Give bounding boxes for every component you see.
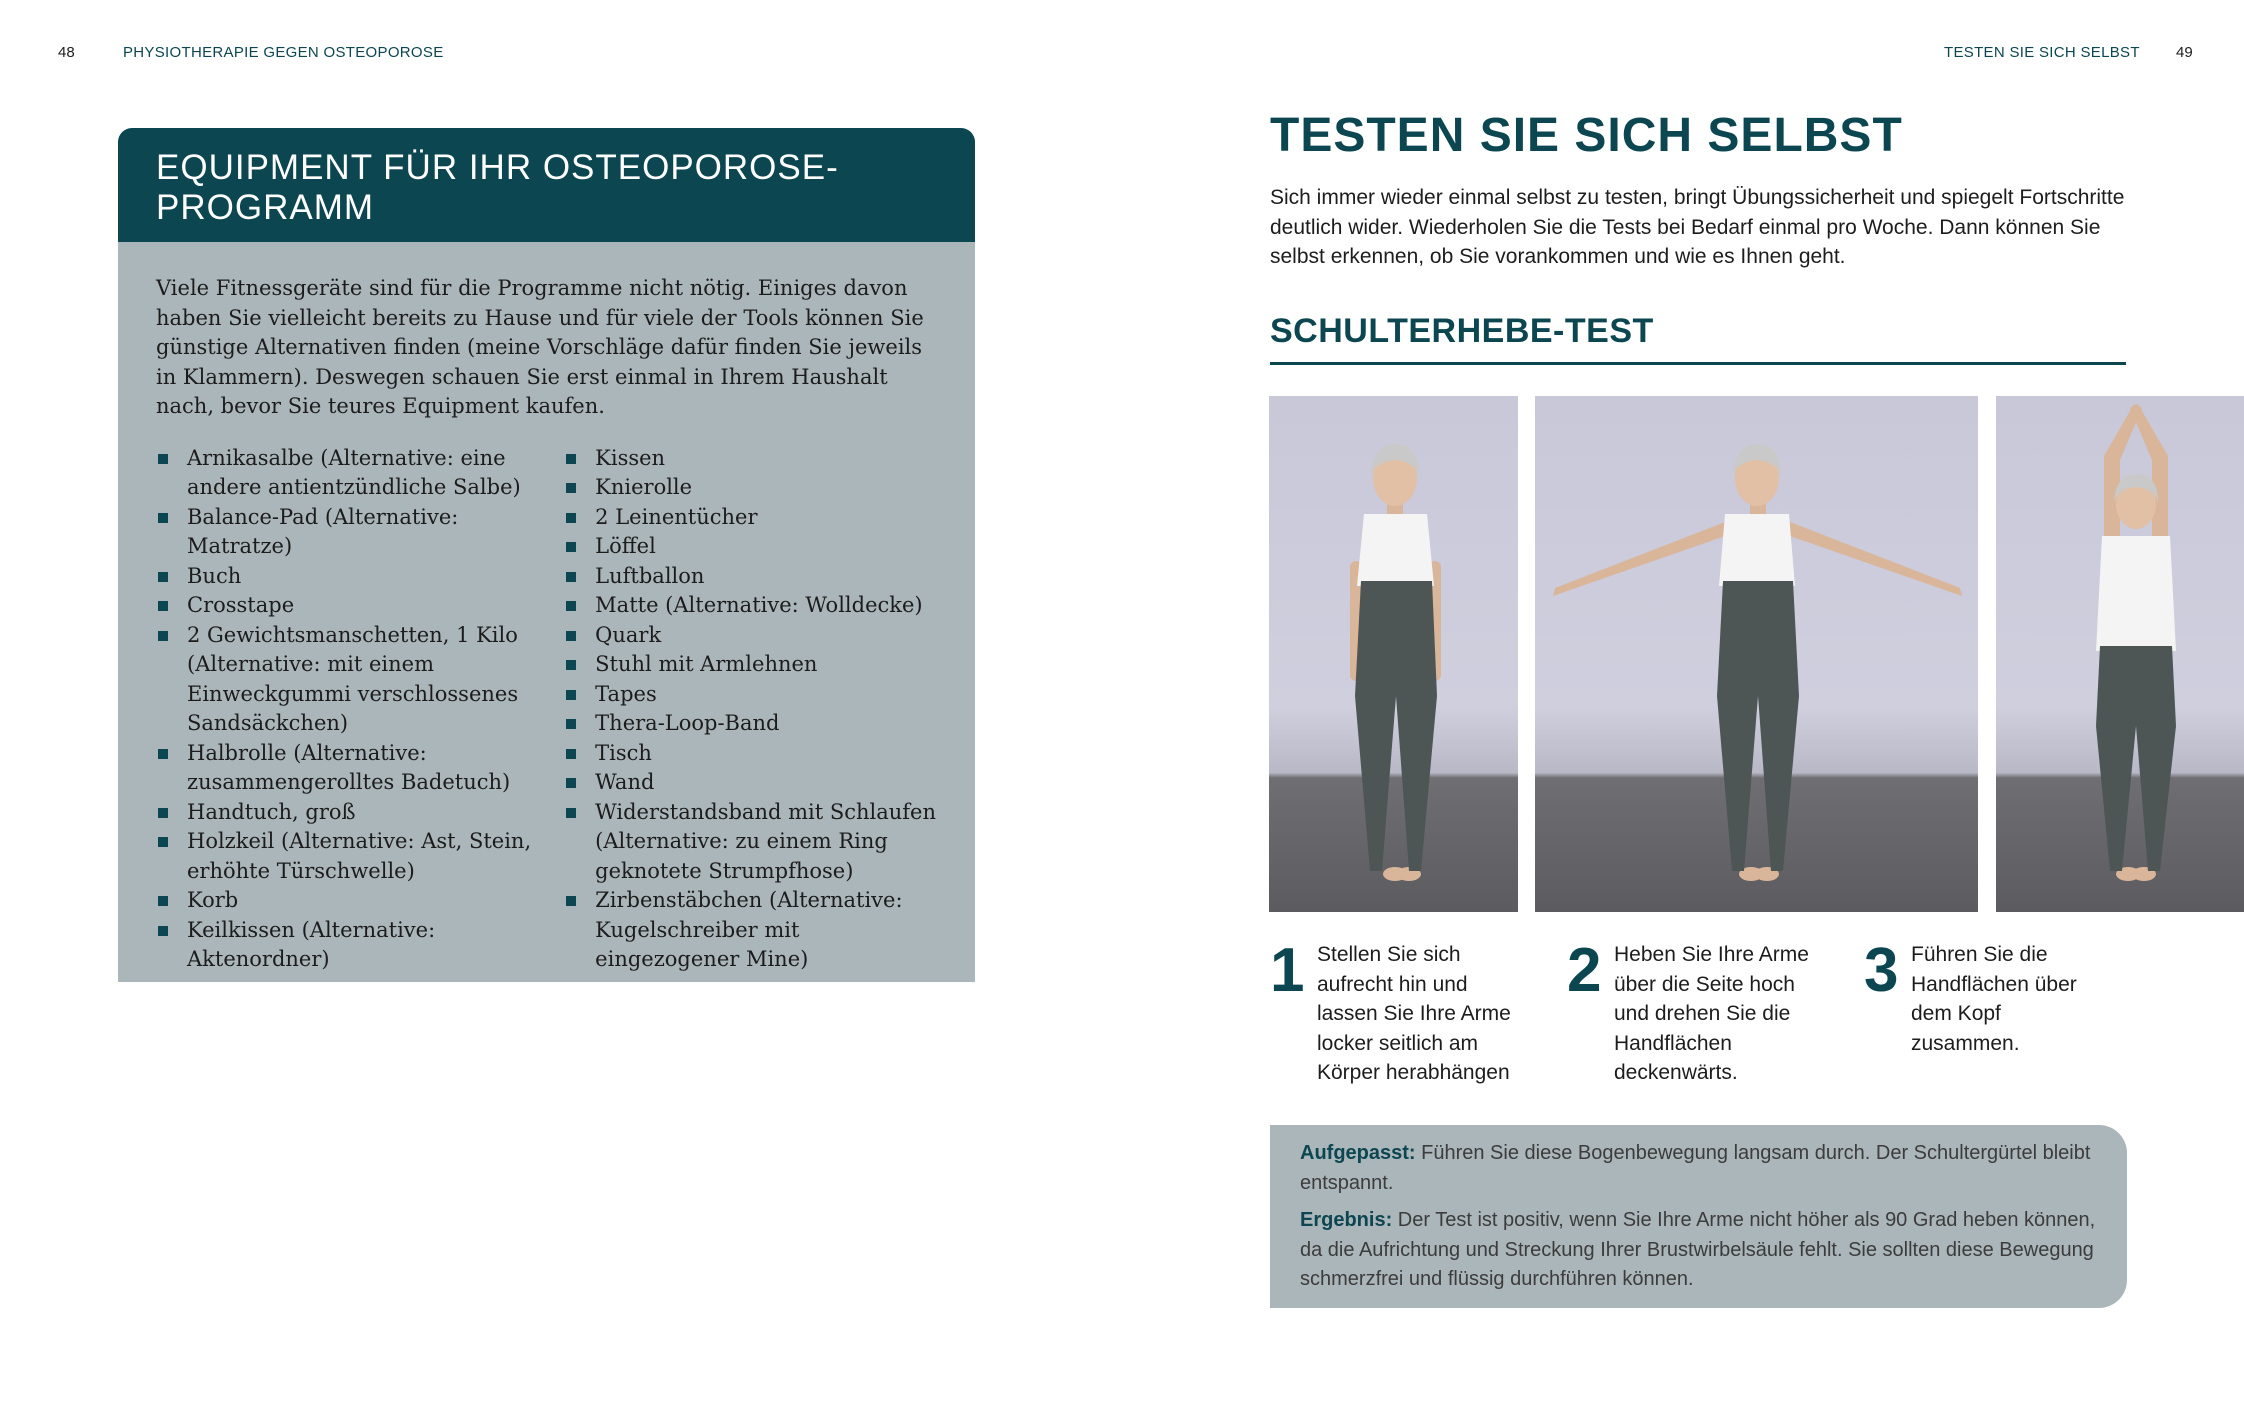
equipment-item xyxy=(156,916,564,975)
equipment-item-text: Matte (Alternative: Wolldecke) xyxy=(595,593,923,617)
equipment-box-title xyxy=(118,128,975,242)
photo-step-3 xyxy=(1996,396,2244,912)
equipment-item-text: Tisch xyxy=(595,740,652,765)
equipment-item-text: Widerstandsband mit Schlaufen (Alternative: zu einem Ring geknotete Strumpfhose) xyxy=(595,799,937,883)
equipment-item-text: Korb xyxy=(187,888,239,912)
equipment-item xyxy=(156,798,564,828)
equipment-item xyxy=(156,739,564,798)
step-1-number: 1 xyxy=(1270,936,1305,1005)
equipment-item-text: Arnikasalbe (Alternative: eine andere antientzündliche Salbe) xyxy=(187,445,521,499)
equipment-item xyxy=(564,444,945,474)
bullet-square-icon xyxy=(566,749,576,759)
step-1-text: Stellen Sie sich aufrecht hin und lassen Sie Ihre Arme locker seitlich am Körper herabhängen xyxy=(1317,943,1511,1084)
note-caution xyxy=(1300,1139,2097,1198)
equipment-item xyxy=(156,444,564,503)
bullet-square-icon xyxy=(566,513,576,523)
equipment-item xyxy=(564,621,945,651)
photo-step-2 xyxy=(1535,396,1978,912)
bullet-square-icon xyxy=(158,749,168,759)
equipment-item xyxy=(564,739,945,769)
lead-paragraph: Sich immer wieder einmal selbst zu testen, bringt Übungssicherheit und spiegelt Fortschritte deutlich wider. Wiederholen Sie die Tests bei Bedarf einmal pro Woche. Dann können Sie selbst erkennen, ob Sie vorankommen und wie es Ihnen geht. xyxy=(1270,186,2125,268)
equipment-item xyxy=(564,709,945,739)
page-number-left: 48 xyxy=(58,44,75,61)
running-head-left: PHYSIOTHERAPIE GEGEN OSTEOPOROSE xyxy=(123,44,444,61)
equipment-item xyxy=(156,562,564,592)
equipment-item xyxy=(156,591,564,621)
note-caution-text: Führen Sie diese Bogenbewegung langsam durch. Der Schultergürtel bleibt entspannt. xyxy=(1300,1142,2091,1194)
step-3-text: Führen Sie die Handflächen über dem Kopf zusammen. xyxy=(1911,943,2077,1055)
equipment-item-text: 2 Leinentücher xyxy=(595,504,758,529)
bullet-square-icon xyxy=(158,513,168,523)
equipment-intro: Viele Fitnessgeräte sind für die Programme nicht nötig. Einiges davon haben Sie vielleicht bereits zu Hause und für viele der Tools können Sie günstige Alternativen finden (meine Vorschläge dafür finden Sie jeweils in Klammern). Deswegen schauen Sie erst einmal in Ihrem Haushalt nach, bevor Sie teures Equipment kaufen. xyxy=(156,276,924,418)
equipment-item xyxy=(564,886,945,975)
bullet-square-icon xyxy=(158,837,168,847)
bullet-square-icon xyxy=(158,454,168,464)
equipment-item-text: Kissen xyxy=(595,445,666,470)
equipment-item xyxy=(564,768,945,798)
step-3-number: 3 xyxy=(1864,936,1899,1005)
equipment-item xyxy=(564,798,945,887)
equipment-box xyxy=(118,128,975,982)
equipment-item xyxy=(156,621,564,739)
equipment-item-text: Knierolle xyxy=(595,475,693,499)
equipment-item-text: Halbrolle (Alternative: zusammengerolltes Badetuch) xyxy=(187,740,511,794)
equipment-item-text: Balance-Pad (Alternative: Matratze) xyxy=(187,504,459,558)
equipment-item xyxy=(564,473,945,503)
equipment-item xyxy=(564,532,945,562)
bullet-square-icon xyxy=(566,454,576,464)
bullet-square-icon xyxy=(566,808,576,818)
equipment-box-body xyxy=(118,242,975,982)
equipment-item xyxy=(156,503,564,562)
running-head-right: TESTEN SIE SICH SELBST xyxy=(1944,44,2140,61)
bullet-square-icon xyxy=(158,572,168,582)
bullet-square-icon xyxy=(158,631,168,641)
page-title: TESTEN SIE SICH SELBST xyxy=(1270,109,1903,162)
equipment-item xyxy=(564,591,945,621)
equipment-item xyxy=(156,886,564,916)
page-number-right: 49 xyxy=(2176,44,2193,61)
equipment-item-text: Tapes xyxy=(595,681,657,706)
step-2-text: Heben Sie Ihre Arme über die Seite hoch und drehen Sie die Handflächen deckenwärts. xyxy=(1614,943,1809,1084)
bullet-square-icon xyxy=(158,896,168,906)
bullet-square-icon xyxy=(566,778,576,788)
equipment-item-text: Keilkissen (Alternative: Aktenordner) xyxy=(187,917,436,971)
equipment-item-text: Handtuch, groß xyxy=(187,799,356,824)
equipment-item xyxy=(156,827,564,886)
step-2-number: 2 xyxy=(1567,936,1602,1005)
bullet-square-icon xyxy=(566,631,576,641)
bullet-square-icon xyxy=(158,926,168,936)
equipment-item xyxy=(564,562,945,592)
note-caution-label: Aufgepasst: xyxy=(1300,1142,1416,1164)
note-result-label: Ergebnis: xyxy=(1300,1209,1393,1231)
equipment-item-text: Wand xyxy=(595,770,655,794)
bullet-square-icon xyxy=(566,660,576,670)
equipment-item-text: 2 Gewichtsmanschetten, 1 Kilo (Alternative: mit einem Einweckgummi verschlossenes Sandsäckchen) xyxy=(187,622,519,735)
note-box xyxy=(1270,1125,2127,1308)
equipment-list-col1 xyxy=(156,444,564,975)
note-result xyxy=(1300,1206,2097,1295)
bullet-square-icon xyxy=(566,572,576,582)
equipment-item-text: Löffel xyxy=(595,534,656,558)
section-title: SCHULTERHEBE-TEST xyxy=(1270,312,1654,350)
bullet-square-icon xyxy=(566,601,576,611)
bullet-square-icon xyxy=(566,719,576,729)
bullet-square-icon xyxy=(566,896,576,906)
bullet-square-icon xyxy=(566,483,576,493)
note-result-text: Der Test ist positiv, wenn Sie Ihre Arme nicht höher als 90 Grad heben können, da die Aufrichtung und Streckung Ihrer Brustwirbelsäule fehlt. Sie sollten diese Bewegung schmerzfrei und flüssig durchführen können. xyxy=(1300,1209,2096,1290)
equipment-list-col2 xyxy=(564,444,945,975)
bullet-square-icon xyxy=(566,542,576,552)
equipment-item-text: Holzkeil (Alternative: Ast, Stein, erhöhte Türschwelle) xyxy=(187,829,532,883)
equipment-title-line2: PROGRAMM xyxy=(156,188,374,227)
bullet-square-icon xyxy=(566,690,576,700)
equipment-item-text: Quark xyxy=(595,622,662,647)
equipment-item xyxy=(564,650,945,680)
equipment-item xyxy=(564,680,945,710)
equipment-title-line1: EQUIPMENT FÜR IHR OSTEOPOROSE- xyxy=(156,148,839,187)
photo-step-1 xyxy=(1269,396,1518,912)
bullet-square-icon xyxy=(158,601,168,611)
equipment-item-text: Stuhl mit Armlehnen xyxy=(595,652,818,676)
section-title-rule xyxy=(1270,362,2126,365)
equipment-item-text: Zirbenstäbchen (Alternative: Kugelschreiber mit eingezogener Mine) xyxy=(595,888,903,971)
bullet-square-icon xyxy=(158,808,168,818)
equipment-item-text: Luftballon xyxy=(595,563,705,588)
equipment-item-text: Buch xyxy=(187,563,242,588)
equipment-item-text: Crosstape xyxy=(187,593,295,617)
equipment-item-text: Thera-Loop-Band xyxy=(595,711,780,735)
equipment-item xyxy=(564,503,945,533)
